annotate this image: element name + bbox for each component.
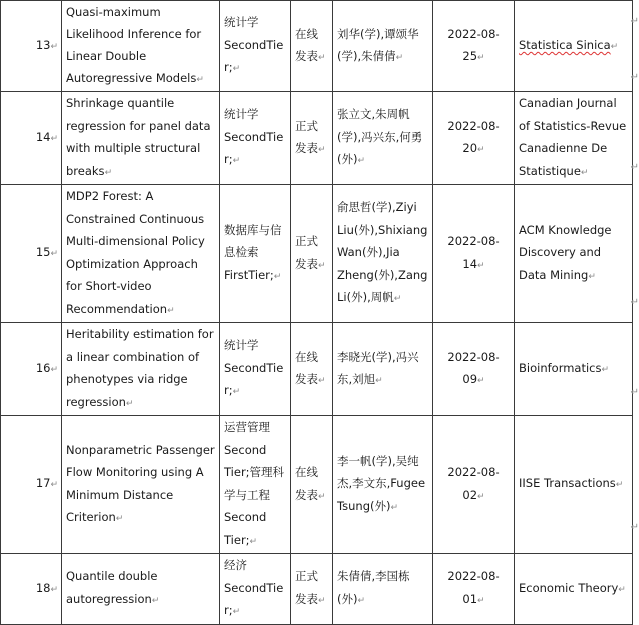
authors: 张立文,朱周帆(学),冯兴东,何勇(外)↵	[333, 92, 433, 185]
row-end-mark: ↵	[630, 162, 639, 173]
authors: 朱倩倩,李国栋(外)↵	[333, 554, 433, 625]
paper-title: Quasi-maximum Likelihood Inference for Linear Double Autoregressive Models↵	[62, 1, 220, 92]
publish-date: 2022-08-09↵	[433, 323, 515, 416]
row-end-mark: ↵	[630, 522, 639, 533]
row-end-mark: ↵	[630, 387, 639, 398]
paper-title: Heritability estimation for a linear combination of phenotypes via ridge regression↵	[62, 323, 220, 416]
paper-title: MDP2 Forest: A Constrained Continuous Multi-dimensional Policy Optimization Approach for Short-video Recommendation↵	[62, 185, 220, 323]
authors: 李晓光(学),冯兴东,刘旭↵	[333, 323, 433, 416]
row-number: 16↵	[1, 323, 62, 416]
table-row	[1, 323, 633, 416]
paper-title: Shrinkage quantile regression for panel data with multiple structural breaks↵	[62, 92, 220, 185]
publish-status: 正式发表↵	[291, 554, 333, 625]
journal-name: ACM Knowledge Discovery and Data Mining↵	[515, 185, 633, 323]
category-tier: 数据库与信息检索 FirstTier;↵	[220, 185, 291, 323]
publish-status: 在线发表↵	[291, 416, 333, 554]
authors: 俞思哲(学),Ziyi Liu(外),Shixiang Wan(外),Jia Zheng(外),Zang Li(外),周帆↵	[333, 185, 433, 323]
category-tier: 统计学 SecondTier;↵	[220, 92, 291, 185]
authors: 李一帆(学),吴纯杰,李文东,Fugee Tsung(外)↵	[333, 416, 433, 554]
row-number: 14↵	[1, 92, 62, 185]
publish-status: 正式发表↵	[291, 92, 333, 185]
publish-status: 在线发表↵	[291, 323, 333, 416]
row-number: 13↵	[1, 1, 62, 92]
row-number: 17↵	[1, 416, 62, 554]
journal-name: Bioinformatics↵	[515, 323, 633, 416]
publish-date: 2022-08-02↵	[433, 416, 515, 554]
paper-title: Nonparametric Passenger Flow Monitoring using A Minimum Distance Criterion↵	[62, 416, 220, 554]
category-tier: 经济 SecondTier;↵	[220, 554, 291, 625]
row-end-mark: ↵	[630, 72, 639, 83]
publish-date: 2022-08-20↵	[433, 92, 515, 185]
publish-status: 在线发表↵	[291, 1, 333, 92]
table-row	[1, 416, 633, 554]
publish-date: 2022-08-14↵	[433, 185, 515, 323]
journal-name: Canadian Journal of Statistics-Revue Canadienne De Statistique↵	[515, 92, 633, 185]
row-end-mark: ↵	[630, 297, 639, 308]
paper-title: Quantile double autoregression↵	[62, 554, 220, 625]
row-number: 15↵	[1, 185, 62, 323]
category-tier: 统计学 SecondTier;↵	[220, 1, 291, 92]
row-number: 18↵	[1, 554, 62, 625]
category-tier: 统计学 SecondTier;↵	[220, 323, 291, 416]
table-row	[1, 1, 633, 92]
row-end-mark: ↵	[630, 16, 639, 27]
publish-status: 正式发表↵	[291, 185, 333, 323]
publish-date: 2022-08-25↵	[433, 1, 515, 92]
journal-name: Statistica Sinica↵	[515, 1, 633, 92]
journal-name: IISE Transactions↵	[515, 416, 633, 554]
table-row	[1, 92, 633, 185]
table-row	[1, 185, 633, 323]
publish-date: 2022-08-01↵	[433, 554, 515, 625]
table-row	[1, 554, 633, 625]
category-tier: 运营管理 Second Tier;管理科学与工程 Second Tier;↵	[220, 416, 291, 554]
authors: 刘华(学),谭颂华(学),朱倩倩↵	[333, 1, 433, 92]
journal-name: Economic Theory↵	[515, 554, 633, 625]
